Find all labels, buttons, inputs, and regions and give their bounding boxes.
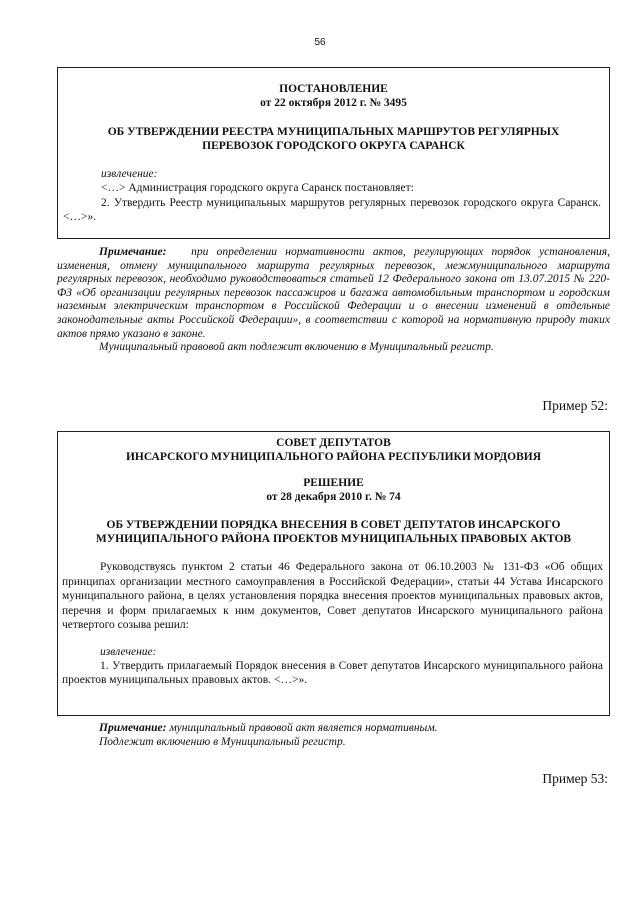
doc-type: ПОСТАНОВЛЕНИЕ [279,83,388,95]
note-2 [57,722,610,749]
doc-title-line-1: ОБ УТВЕРЖДЕНИИ РЕЕСТРА МУНИЦИПАЛЬНЫХ МАРШРУТОВ РЕГУЛЯРНЫХ [107,126,560,138]
note-label: Примечание: [99,246,167,258]
note-1 [57,246,610,355]
org-line-2: ИНСАРСКОГО МУНИЦИПАЛЬНОГО РАЙОНА РЕСПУБЛИКИ МОРДОВИЯ [125,451,542,463]
paragraph-1: 1. Утвердить прилагаемый Порядок внесения в Совет депутатов Инсарского муниципального района проектов муниципальных правовых актов. <…>». [62,659,603,686]
extract-label: извлечение: [101,168,158,180]
example-52-label: Пример 52: [542,398,608,413]
note-registry: Подлежит включению в Муниципальный регистр. [99,735,346,748]
page-number: 56 [314,37,326,48]
doc-date: от 22 октября 2012 г. № 3495 [260,97,407,109]
paragraph-2: 2. Утвердить Реестр муниципальных маршрутов регулярных перевозок городского округа Саранск. <…>». [63,196,601,223]
org-line-1: СОВЕТ ДЕПУТАТОВ [276,437,391,449]
document-box-1 [57,67,610,239]
doc-title-line-2: МУНИЦИПАЛЬНОГО РАЙОНА ПРОЕКТОВ МУНИЦИПАЛЬНЫХ ПРАВОВЫХ АКТОВ [95,533,572,545]
doc-date: от 28 декабря 2010 г. № 74 [266,491,401,503]
document-box-2 [57,431,610,716]
note-registry: Муниципальный правовой акт подлежит включению в Муниципальный регистр. [99,341,494,354]
doc-type: РЕШЕНИЕ [303,477,364,489]
preamble: Руководствуясь пунктом 2 статьи 46 Федерального закона от 06.10.2003 № 131-ФЗ «Об общих принципах организации местного самоуправления в Российской Федерации», статьи 44 Устава Инсарского муниципального района, в целях установления порядка внесения проектов муниципальных правовых актов, перечня и форм прилагаемых к ним документов, Совет депутатов Инсарского муниципального района четвертого созыва решил: [62,561,603,631]
note-text: муниципальный правовой акт является нормативным. [169,722,438,734]
doc-title-line-1: ОБ УТВЕРЖДЕНИИ ПОРЯДКА ВНЕСЕНИЯ В СОВЕТ ДЕПУТАТОВ ИНСАРСКОГО [106,519,561,531]
note-text: при определении нормативности актов, регулирующих порядок установления, изменения, отмену муниципального маршрута регулярных перевозок, межмуниципального маршрута регулярных перевозок, необходимо руководствоваться статьей 12 Федерального закона от 13.07.2015 № 220-ФЗ «Об организации регулярных перевозок пассажиров и багажа автомобильным транспортом и городским наземным электрическим транспортом в Российской Федерации и о внесении изменений в отдельные законодательные акты Российской Федерации», в соответствии с которой на нормативную природу таких актов прямо указано в законе. [57,246,610,340]
example-53-label: Пример 53: [542,771,608,786]
doc-title-line-2: ПЕРЕВОЗОК ГОРОДСКОГО ОКРУГА САРАНСК [202,140,465,152]
extract-label: извлечение: [100,645,157,658]
paragraph-1: <…> Администрация городского округа Саранск постановляет: [101,182,414,194]
note-label: Примечание: [99,722,167,734]
